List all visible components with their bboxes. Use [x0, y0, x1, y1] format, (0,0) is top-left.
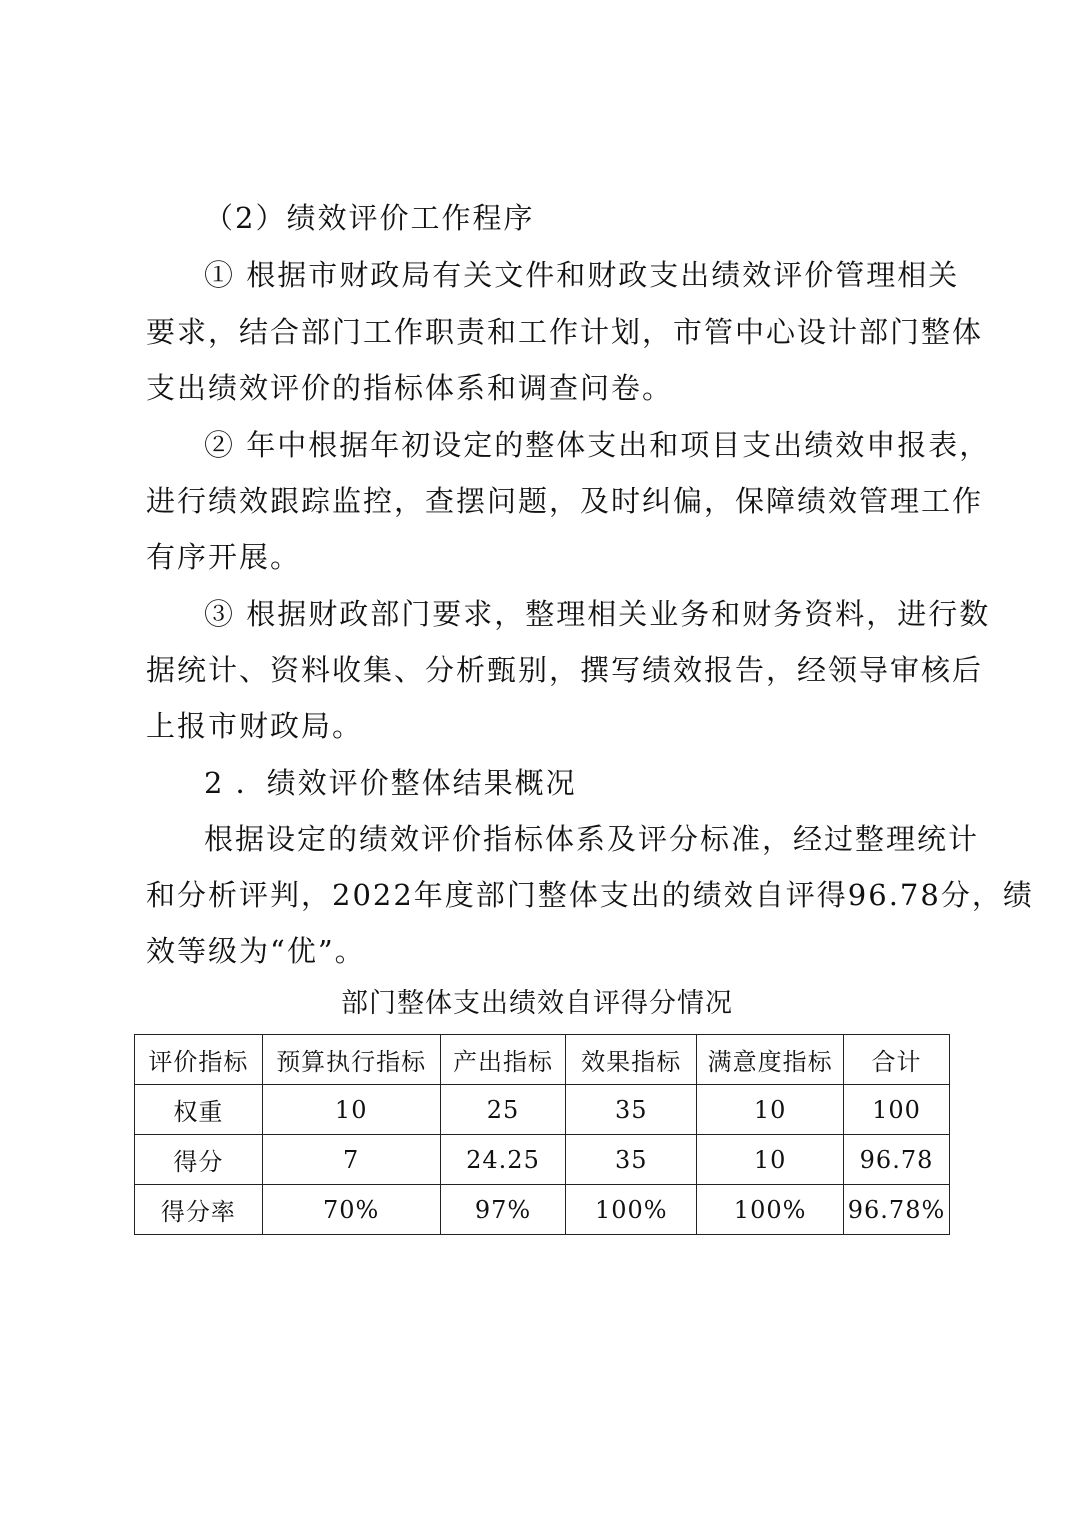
table-cell: 24.25: [440, 1135, 566, 1185]
table-cell: 35: [566, 1135, 697, 1185]
table-header-cell: 满意度指标: [697, 1035, 844, 1085]
table-cell: 10: [697, 1085, 844, 1135]
paragraph-line: 根据设定的绩效评价指标体系及评分标准，经过整理统计: [204, 822, 980, 856]
paragraph-line: 据统计、资料收集、分析甄别，撰写绩效报告，经领导审核后: [146, 653, 984, 687]
table-cell: 97%: [440, 1185, 566, 1235]
paragraph-line: 进行绩效跟踪监控，查摆问题，及时纠偏，保障绩效管理工作: [146, 484, 984, 518]
paragraph-line: ① 根据市财政局有关文件和财政支出绩效评价管理相关: [204, 258, 960, 292]
table-cell: 得分率: [135, 1185, 263, 1235]
subheading-results: 2 ．绩效评价整体结果概况: [204, 766, 577, 800]
paragraph-line: 效等级为“优”。: [146, 934, 366, 968]
table-cell: 100%: [697, 1185, 844, 1235]
subheading-procedure: （2）绩效评价工作程序: [204, 201, 535, 235]
table-cell: 权重: [135, 1085, 263, 1135]
table-row: [135, 1085, 950, 1135]
table-row: [135, 1185, 950, 1235]
paragraph-line: ③ 根据财政部门要求，整理相关业务和财务资料，进行数: [204, 597, 991, 631]
table-cell: 70%: [262, 1185, 440, 1235]
table-title: 部门整体支出绩效自评得分情况: [341, 988, 733, 1019]
table-cell: 100%: [566, 1185, 697, 1235]
paragraph-line: 上报市财政局。: [146, 709, 364, 743]
paragraph-line: ② 年中根据年初设定的整体支出和项目支出绩效申报表，: [204, 428, 991, 462]
score-table: [134, 1034, 950, 1235]
table-header-cell: 预算执行指标: [262, 1035, 440, 1085]
table-header-cell: 产出指标: [440, 1035, 566, 1085]
table-cell: 35: [566, 1085, 697, 1135]
table-cell: 7: [262, 1135, 440, 1185]
table-header-cell: 合计: [844, 1035, 950, 1085]
table-cell: 96.78: [844, 1135, 950, 1185]
paragraph-line: 有序开展。: [146, 540, 302, 574]
paragraph-line: 要求，结合部门工作职责和工作计划，市管中心设计部门整体: [146, 315, 984, 349]
table-header-cell: 效果指标: [566, 1035, 697, 1085]
table-row: [135, 1135, 950, 1185]
table-cell: 25: [440, 1085, 566, 1135]
paragraph-line: 支出绩效评价的指标体系和调查问卷。: [146, 371, 674, 405]
table-cell: 100: [844, 1085, 950, 1135]
paragraph-line: 和分析评判，2022年度部门整体支出的绩效自评得96.78分，绩: [146, 878, 1034, 912]
table-cell: 得分: [135, 1135, 263, 1185]
table-cell: 10: [697, 1135, 844, 1185]
table-header-cell: 评价指标: [135, 1035, 263, 1085]
table-header-row: [135, 1035, 950, 1085]
table-cell: 10: [262, 1085, 440, 1135]
table-cell: 96.78%: [844, 1185, 950, 1235]
